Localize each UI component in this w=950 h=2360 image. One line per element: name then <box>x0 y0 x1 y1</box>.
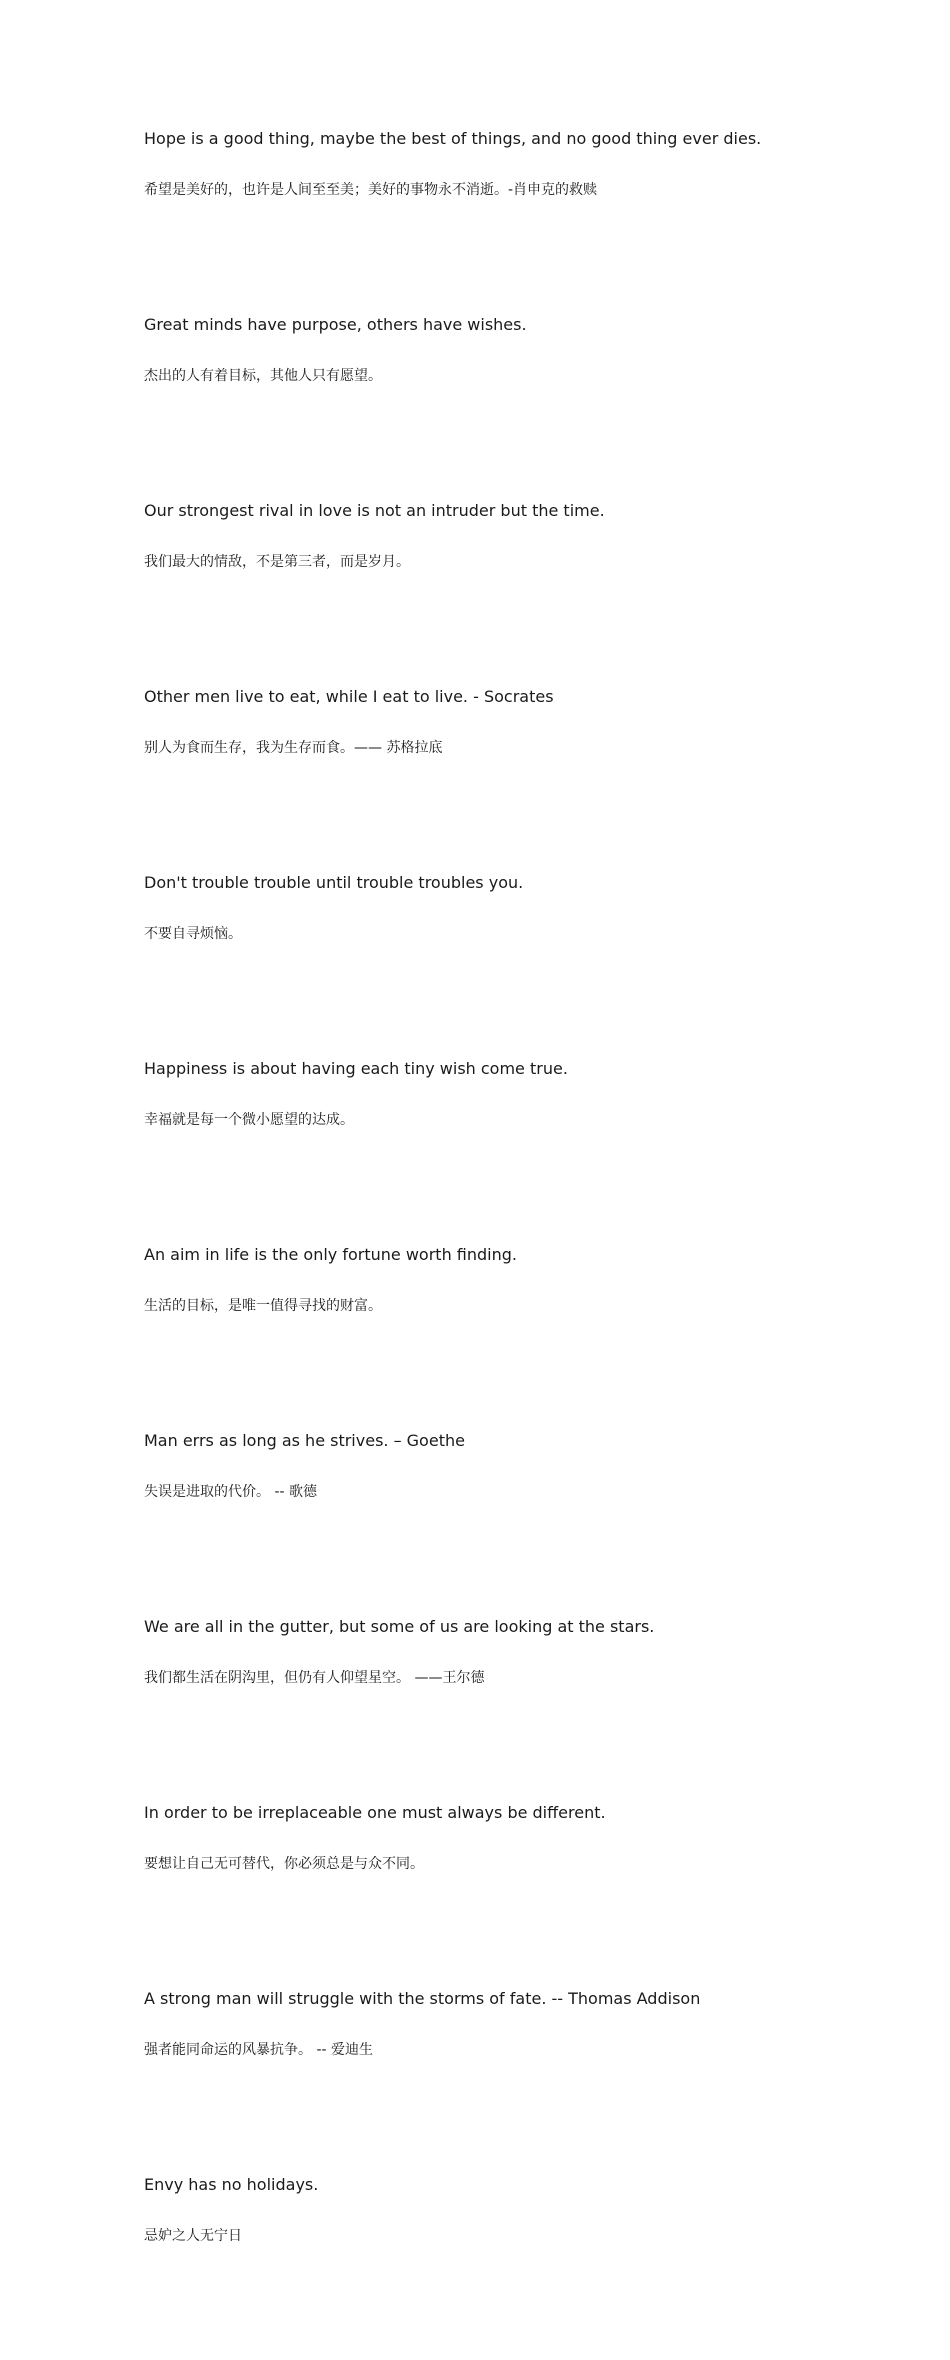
quote-chinese: 要想让自己无可替代，你必须总是与众不同。 <box>144 1856 424 1872</box>
quote-chinese: 别人为食而生存，我为生存而食。—— 苏格拉底 <box>144 740 443 756</box>
quote-chinese: 生活的目标，是唯一值得寻找的财富。 <box>144 1298 382 1314</box>
quote-chinese: 希望是美好的，也许是人间至至美；美好的事物永不消逝。-肖申克的救赎 <box>144 182 598 198</box>
quote-chinese: 不要自寻烦恼。 <box>144 926 242 942</box>
quote-english: Envy has no holidays. <box>144 2175 319 2194</box>
quote-pair <box>144 1802 864 1988</box>
quote-pair <box>144 872 864 1058</box>
quote-chinese: 强者能同命运的风暴抗争。 -- 爱迪生 <box>144 2042 374 2058</box>
quote-chinese: 我们最大的情敌，不是第三者，而是岁月。 <box>144 554 410 570</box>
quote-english: In order to be irreplaceable one must always be different. <box>144 1803 606 1822</box>
quote-chinese: 我们都生活在阴沟里，但仍有人仰望星空。 ——王尔德 <box>144 1670 485 1686</box>
quote-list <box>144 128 864 2360</box>
quote-chinese: 忌妒之人无宁日 <box>144 2228 242 2244</box>
quote-pair <box>144 1988 864 2174</box>
quote-english: Hope is a good thing, maybe the best of things, and no good thing ever dies. <box>144 129 762 148</box>
quote-english: Other men live to eat, while I eat to live. - Socrates <box>144 687 554 706</box>
quote-chinese: 杰出的人有着目标，其他人只有愿望。 <box>144 368 382 384</box>
quote-pair <box>144 686 864 872</box>
quote-chinese: 幸福就是每一个微小愿望的达成。 <box>144 1112 354 1128</box>
quote-english: Don't trouble trouble until trouble troubles you. <box>144 873 524 892</box>
quote-pair <box>144 1430 864 1616</box>
quote-english: We are all in the gutter, but some of us are looking at the stars. <box>144 1617 655 1636</box>
quote-english: Great minds have purpose, others have wishes. <box>144 315 527 334</box>
quote-english: Happiness is about having each tiny wish come true. <box>144 1059 568 1078</box>
quote-english: Our strongest rival in love is not an intruder but the time. <box>144 501 605 520</box>
quote-english: An aim in life is the only fortune worth finding. <box>144 1245 517 1264</box>
quote-pair <box>144 314 864 500</box>
quote-english: A strong man will struggle with the storms of fate. -- Thomas Addison <box>144 1989 701 2008</box>
quote-pair <box>144 128 864 314</box>
quote-chinese: 失误是进取的代价。 -- 歌德 <box>144 1484 318 1500</box>
quote-pair <box>144 2174 864 2360</box>
quote-english: Man errs as long as he strives. – Goethe <box>144 1431 465 1450</box>
quote-pair <box>144 1058 864 1244</box>
quote-pair <box>144 500 864 686</box>
quote-pair <box>144 1616 864 1802</box>
quote-pair <box>144 1244 864 1430</box>
